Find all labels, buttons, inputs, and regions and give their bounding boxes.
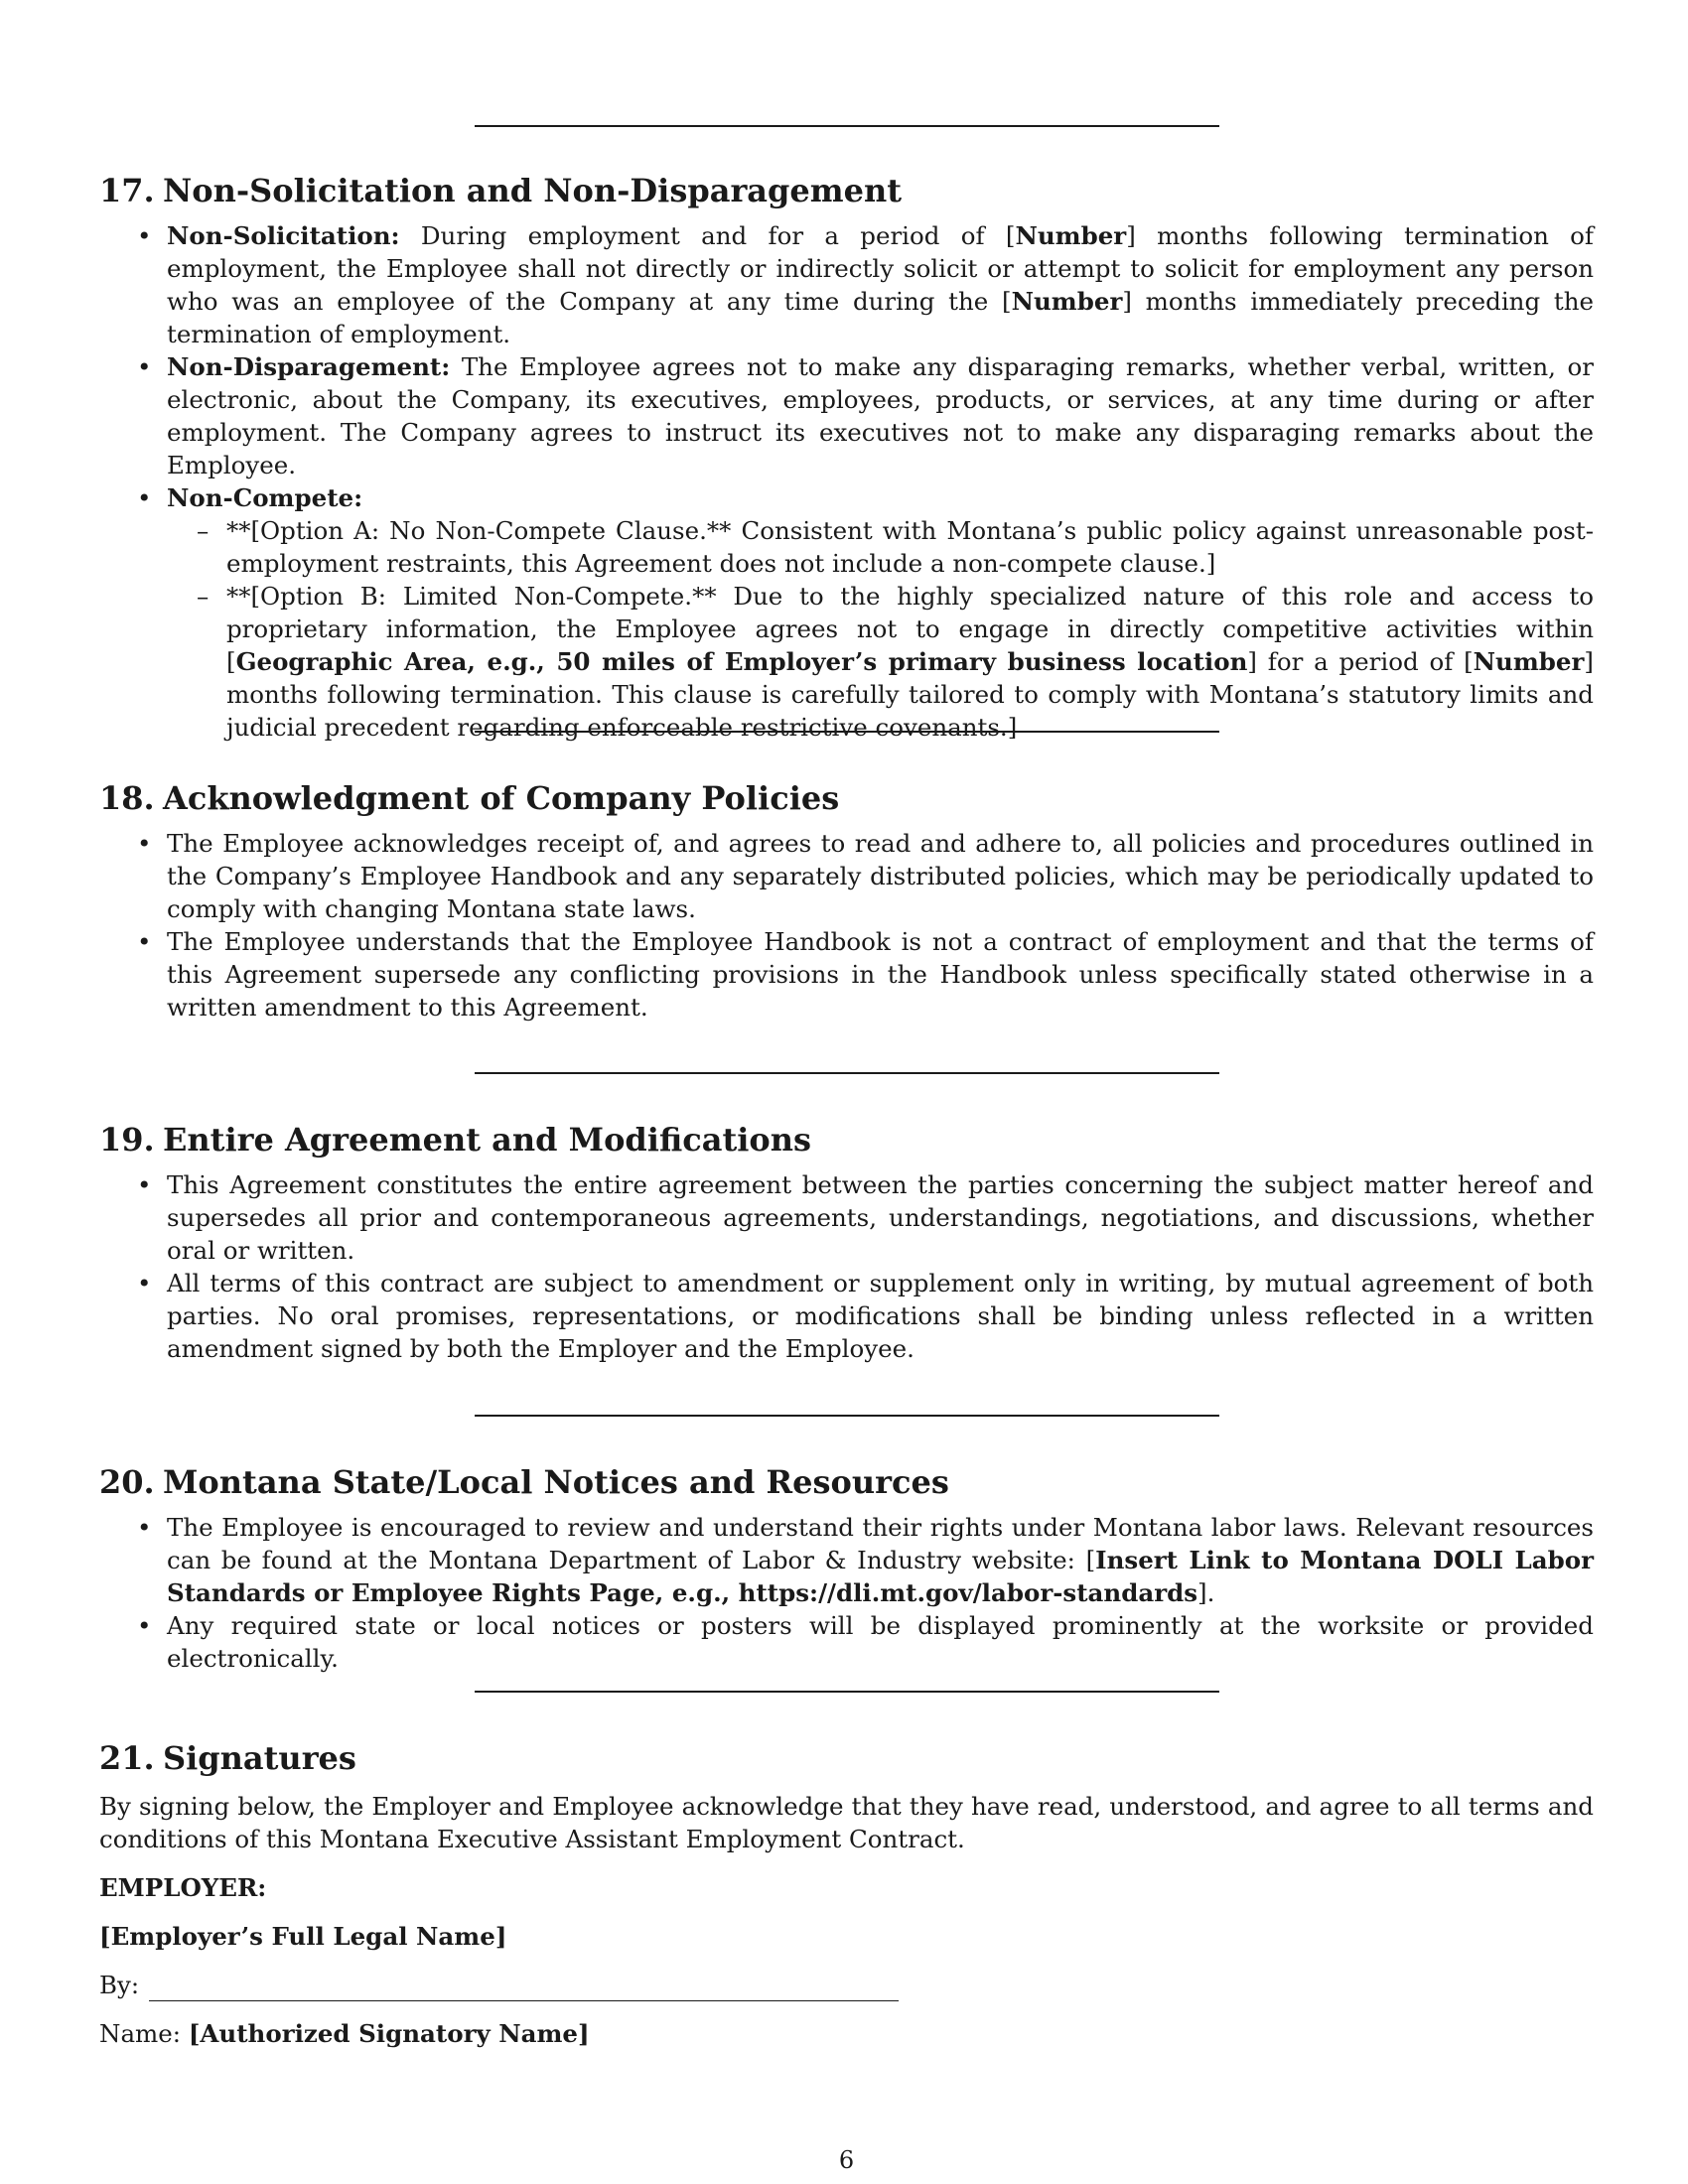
section-divider: [475, 1415, 1219, 1417]
non-compete-options: [167, 514, 1594, 744]
section-divider: [475, 1072, 1219, 1074]
section-19-list: [99, 1168, 1594, 1365]
list-item: • The Employee acknowledges receipt of, and agrees to read and adhere to, all policies and procedures outlined in the Company’s Employee Handbook and any separately distributed policies, which may be periodically updated to comply with changing Montana state laws.: [99, 827, 1594, 925]
section-heading: 21. Signatures: [99, 1739, 356, 1777]
list-item: • The Employee understands that the Employee Handbook is not a contract of employment and that the terms of this Agreement supersede any conflicting provisions in the Handbook unless specifically stated otherwise in a written amendment to this Agreement.: [99, 925, 1594, 1024]
section-17-list: [99, 219, 1594, 744]
section-heading: 19. Entire Agreement and Modifications: [99, 1121, 811, 1159]
list-item: • Non-Disparagement: The Employee agrees not to make any disparaging remarks, whether verbal, written, or electronic, about the Company, its executives, employees, products, or services, at any time during or after employment. The Company agrees to instruct its executives not to make any disparaging remarks about the Employee.: [99, 350, 1594, 481]
section-20-list: [99, 1511, 1594, 1675]
section-divider: [475, 1691, 1219, 1693]
section-divider: [475, 731, 1219, 733]
option-b: – **[Option B: Limited Non-Compete.** Due to the highly specialized nature of this role and access to proprietary information, the Employee agrees not to engage in directly competitive activities within [Geographic Area, e.g., 50 miles of Employer’s primary business location] for a period of [Number] months following termination. This clause is carefully tailored to comply with Montana’s statutory limits and judicial precedent regarding enforceable restrictive covenants.]: [167, 580, 1594, 744]
by-line: By:: [99, 1969, 1594, 2001]
section-heading: 20. Montana State/Local Notices and Resources: [99, 1463, 949, 1501]
list-item: • Non-Solicitation: During employment and for a period of [Number] months following termination of employment, the Employee shall not directly or indirectly solicit or attempt to solicit for employment any person who was an employee of the Company at any time during the [Number] months immediately preceding the termination of employment.: [99, 219, 1594, 350]
section-heading: 18. Acknowledgment of Company Policies: [99, 779, 840, 817]
employer-label: EMPLOYER:: [99, 1873, 267, 1902]
list-item: • This Agreement constitutes the entire agreement between the parties concerning the subject matter hereof and supersedes all prior and contemporaneous agreements, understandings, negotiations, and discussions, whether oral or written.: [99, 1168, 1594, 1267]
list-item: • Any required state or local notices or posters will be displayed prominently at the worksite or provided electronically.: [99, 1609, 1594, 1675]
section-18-list: [99, 827, 1594, 1024]
section-divider: [475, 125, 1219, 127]
list-item: • The Employee is encouraged to review and understand their rights under Montana labor laws. Relevant resources can be found at the Montana Department of Labor & Industry website: [Insert Link to Montana DOLI Labor Standards or Employee Rights Page, e.g., https://dli.mt.gov/labor-standards].: [99, 1511, 1594, 1609]
signatory-name-line: Name: [Authorized Signatory Name]: [99, 2019, 590, 2048]
section-20: [99, 1462, 1594, 1675]
signature-line[interactable]: [149, 1975, 899, 2001]
document-page: [99, 0, 1594, 2184]
section-21: [99, 1738, 1594, 2050]
list-item: • All terms of this contract are subject to amendment or supplement only in writing, by mutual agreement of both parties. No oral promises, representations, or modifications shall be binding unless reflected in a written amendment signed by both the Employer and the Employee.: [99, 1267, 1594, 1365]
section-heading: 17. Non-Solicitation and Non-Disparagement: [99, 172, 903, 209]
option-a: – **[Option A: No Non-Compete Clause.** Consistent with Montana’s public policy against unreasonable post-employment restraints, this Agreement does not include a non-compete clause.]: [167, 514, 1594, 580]
section-19: [99, 1120, 1594, 1365]
employer-name: [Employer’s Full Legal Name]: [99, 1922, 507, 1951]
page-number: 6: [838, 2146, 855, 2174]
signature-intro: By signing below, the Employer and Employee acknowledge that they have read, understood, and agree to all terms and conditions of this Montana Executive Assistant Employment Contract.: [99, 1792, 1594, 1853]
list-item: • Non-Compete: – **[Option A: No Non-Compete Clause.** Consistent with Montana’s public policy against unreasonable post-employment restraints, this Agreement does not include a non-compete clause.] – **[Option B: Limited Non-Compete.** Due to the highly specialized nature of this role and access to proprietary information, the Employee agrees not to engage in directly competitive activities within [Geographic Area, e.g., 50 miles of Employer’s primary business location] for a period of [Number] months following termination. This clause is carefully tailored to comply with Montana’s statutory limits and judicial precedent regarding enforceable restrictive covenants.]: [99, 481, 1594, 744]
section-17: [99, 171, 1594, 744]
section-18: [99, 778, 1594, 1024]
